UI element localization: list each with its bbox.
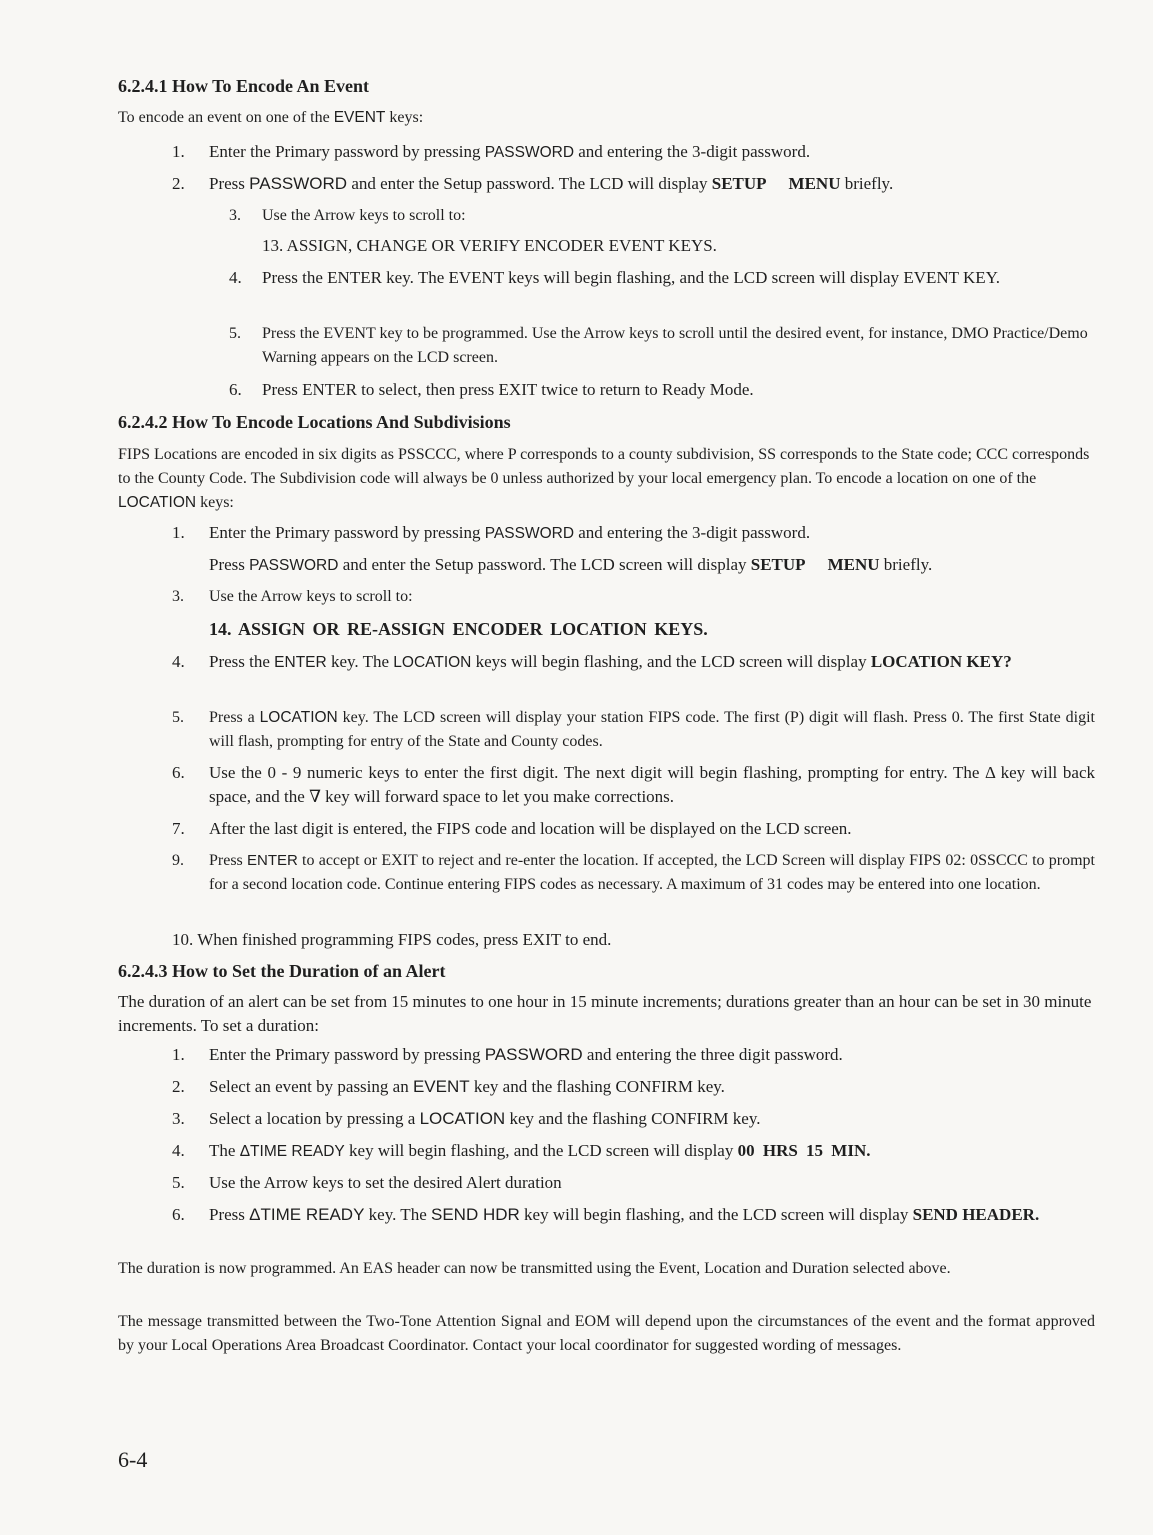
- page-number: 6-4: [118, 1447, 148, 1472]
- loc-step-3-menu-item: 14. ASSIGN OR RE-ASSIGN ENCODER LOCATION KEYS.: [209, 619, 708, 639]
- dur-step-3-text: Select a location by pressing a LOCATION key and the flashing CONFIRM key.: [209, 1109, 761, 1128]
- substep-6-text: Press ENTER to select, then press EXIT twice to return to Ready Mode.: [262, 380, 754, 399]
- loc-step-9-number: 9.: [172, 852, 184, 869]
- dur-step-6-number: 6.: [172, 1205, 185, 1224]
- duration-summary-paragraph: The duration is now programmed. An EAS header can now be transmitted using the Event, Location and Duration selected above.: [118, 1260, 951, 1277]
- section-heading-encode-event: 6.2.4.1 How To Encode An Event: [118, 76, 370, 96]
- dur-step-5-number: 5.: [172, 1173, 185, 1192]
- loc-step-4-number: 4.: [172, 652, 185, 671]
- loc-step-2-text: Press PASSWORD and enter the Setup password. The LCD screen will display SETUP MENU briefly.: [209, 555, 933, 574]
- substep-4-number: 4.: [229, 268, 242, 287]
- loc-step-10-text: 10. When finished programming FIPS codes, press EXIT to end.: [172, 930, 612, 949]
- step-2-number: 2.: [172, 174, 185, 193]
- loc-step-1-number: 1.: [172, 523, 185, 542]
- substep-6-number: 6.: [229, 380, 242, 399]
- dur-step-3-number: 3.: [172, 1109, 185, 1128]
- step-1-text: Enter the Primary password by pressing PASSWORD and entering the 3-digit password.: [209, 142, 811, 161]
- loc-step-3-number: 3.: [172, 588, 184, 605]
- step-2-text: Press PASSWORD and enter the Setup password. The LCD will display SETUP MENU briefly.: [209, 174, 894, 193]
- section-heading-encode-locations: 6.2.4.2 How To Encode Locations And Subdivisions: [118, 412, 511, 432]
- section-intro-alert-duration: The duration of an alert can be set from 15 minutes to one hour in 15 minute increments; durations greater than an hour can be set in 30 minute increments. To set a duration:: [118, 992, 1092, 1035]
- loc-step-6-text: Use the 0 - 9 numeric keys to enter the first digit. The next digit will begin flashing, prompting for entry. The Δ key will back space, and the ∇ key will forward space to let you make corrections.: [209, 763, 1095, 806]
- loc-step-5-text: Press a LOCATION key. The LCD screen will display your station FIPS code. The first (P) digit will flash. Press 0. The first State digit will flash, prompting for entry of the State and County codes.: [209, 709, 1095, 750]
- section-intro-encode-locations: FIPS Locations are encoded in six digits as PSSCCC, where P corresponds to a county subdivision, SS corresponds to the State code; CCC corresponds to the County Code. The Subdivision code will always be 0 unless authorized by your local emergency plan. To encode a location on one of the LOCATION keys:: [118, 446, 1090, 511]
- dur-step-2-number: 2.: [172, 1077, 185, 1096]
- substep-4-text: Press the ENTER key. The EVENT keys will begin flashing, and the LCD screen will display EVENT KEY.: [262, 268, 1000, 287]
- message-guidance-paragraph: The message transmitted between the Two-Tone Attention Signal and EOM will depend upon the circumstances of the event and the format approved by your Local Operations Area Broadcast Coordinator. Contact your local coordinator for suggested wording of messages.: [118, 1313, 1095, 1354]
- loc-step-1-text: Enter the Primary password by pressing PASSWORD and entering the 3-digit password.: [209, 523, 811, 542]
- dur-step-6-text: Press ΔTIME READY key. The SEND HDR key will begin flashing, and the LCD screen will display SEND HEADER.: [209, 1205, 1040, 1224]
- substep-5-number: 5.: [229, 325, 241, 342]
- loc-step-4-text: Press the ENTER key. The LOCATION keys will begin flashing, and the LCD screen will display LOCATION KEY?: [209, 652, 1012, 671]
- dur-step-1-text: Enter the Primary password by pressing PASSWORD and entering the three digit password.: [209, 1045, 843, 1064]
- substep-3-text: Use the Arrow keys to scroll to:: [262, 207, 466, 224]
- loc-step-7-text: After the last digit is entered, the FIPS code and location will be displayed on the LCD screen.: [209, 819, 852, 838]
- substep-5-text: Press the EVENT key to be programmed. Use the Arrow keys to scroll until the desired event, for instance, DMO Practice/Demo Warning appears on the LCD screen.: [262, 325, 1088, 366]
- loc-step-7-number: 7.: [172, 819, 185, 838]
- dur-step-4-text: The ΔTIME READY key will begin flashing, and the LCD screen will display 00 HRS 15 MIN.: [209, 1141, 871, 1160]
- dur-step-4-number: 4.: [172, 1141, 185, 1160]
- loc-step-6-number: 6.: [172, 763, 185, 782]
- loc-step-5-number: 5.: [172, 709, 184, 726]
- loc-step-9-text: Press ENTER to accept or EXIT to reject and re-enter the location. If accepted, the LCD Screen will display FIPS 02: 0SSCCC to prompt for a second location code. Continue entering FIPS codes as necessary. A maximum of 31 codes may be entered into one location.: [209, 852, 1095, 893]
- substep-3-menu-item: 13. ASSIGN, CHANGE OR VERIFY ENCODER EVENT KEYS.: [262, 236, 717, 255]
- section-heading-alert-duration: 6.2.4.3 How to Set the Duration of an Alert: [118, 961, 446, 981]
- dur-step-1-number: 1.: [172, 1045, 185, 1064]
- substep-3-number: 3.: [229, 207, 241, 224]
- step-1-number: 1.: [172, 142, 185, 161]
- dur-step-5-text: Use the Arrow keys to set the desired Alert duration: [209, 1173, 562, 1192]
- section-intro-encode-event: To encode an event on one of the EVENT keys:: [118, 109, 424, 126]
- dur-step-2-text: Select an event by passing an EVENT key and the flashing CONFIRM key.: [209, 1077, 725, 1096]
- loc-step-3-text: Use the Arrow keys to scroll to:: [209, 588, 413, 605]
